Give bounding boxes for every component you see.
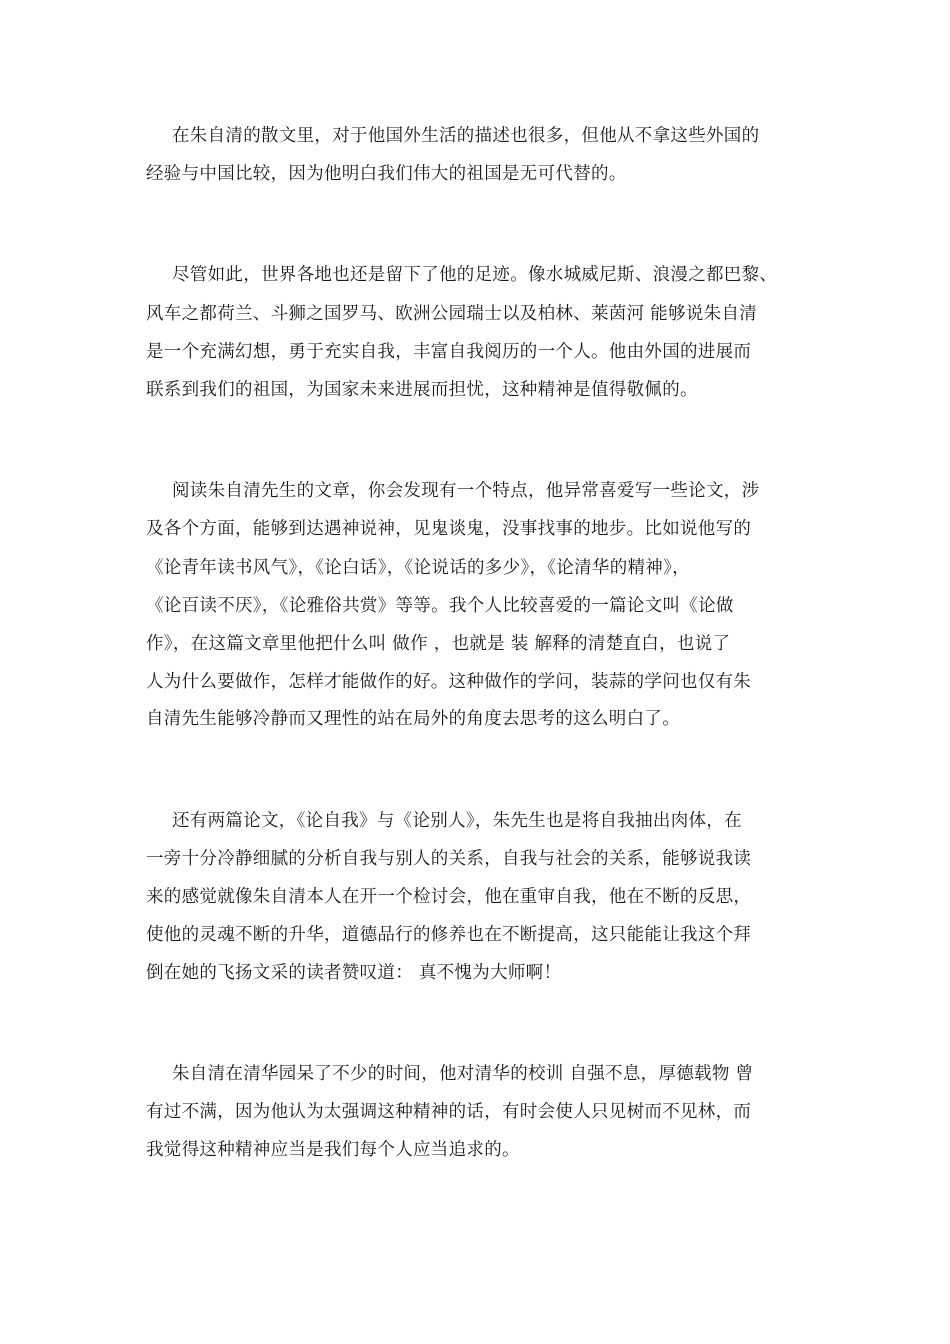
- paragraph-line: 是一个充满幻想，勇于充实自我，丰富自我阅历的一个人。他由外国的进展而: [146, 342, 752, 362]
- paragraph-line: 朱自清在清华园呆了不少的时间，他对清华的校训 自强不息，厚德载物 曾: [172, 1064, 754, 1084]
- paragraph-line: 经验与中国比较，因为他明白我们伟大的祖国是无可代替的。: [146, 164, 627, 184]
- paragraph-line: 还有两篇论文，《论自我》与《论别人》，朱先生也是将自我抽出肉体，在: [172, 811, 742, 831]
- paragraph-line: 在朱自清的散文里，对于他国外生活的描述也很多，但他从不拿这些外国的: [172, 126, 760, 146]
- paragraph-line: 人为什么要做作，怎样才能做作的好。这种做作的学问，装蒜的学问也仅有朱: [146, 672, 752, 692]
- paragraph-line: 使他的灵魂不断的升华，道德品行的修养也在不断提高，这只能能让我这个拜: [146, 925, 752, 945]
- paragraph-line: 阅读朱自清先生的文章，你会发现有一个特点，他异常喜爱写一些论文，涉: [172, 481, 760, 501]
- paragraph-line: 来的感觉就像朱自清本人在开一个检讨会，他在重审自我，他在不断的反思，: [146, 887, 752, 907]
- paragraph-line: 《论百读不厌》，《论雅俗共赏》等等。我个人比较喜爱的一篇论文叫《论做: [146, 596, 734, 616]
- paragraph-line: 《论青年读书风气》，《论白话》，《论说话的多少》，《论清华的精神》，: [146, 558, 690, 578]
- paragraph-line: 及各个方面，能够到达遇神说神，见鬼谈鬼，没事找事的地步。比如说他写的: [146, 519, 752, 539]
- paragraph-line: 有过不满，因为他认为太强调这种精神的话，有时会使人只见树而不见林，而: [146, 1102, 752, 1122]
- paragraph-line: 我觉得这种精神应当是我们每个人应当追求的。: [146, 1140, 520, 1160]
- paragraph-line: 联系到我们的祖国，为国家未来进展而担忧，这种精神是值得敬佩的。: [146, 380, 698, 400]
- paragraph-line: 自清先生能够冷静而又理性的站在局外的角度去思考的这么明白了。: [146, 709, 680, 729]
- paragraph-line: 尽管如此，世界各地也还是留下了他的足迹。像水城威尼斯、浪漫之都巴黎、: [172, 265, 778, 285]
- paragraph-line: 倒在她的飞扬文采的读者赞叹道： 真不愧为大师啊！: [146, 963, 562, 983]
- paragraph-line: 作》，在这篇文章里他把什么叫 做作 ，也就是 装 解释的清楚直白，也说了: [146, 634, 731, 654]
- paragraph-line: 风车之都荷兰、斗狮之国罗马、欧洲公园瑞士以及柏林、莱茵河 能够说朱自清: [146, 304, 758, 324]
- paragraph-line: 一旁十分冷静细腻的分析自我与别人的关系，自我与社会的关系，能够说我读: [146, 849, 752, 869]
